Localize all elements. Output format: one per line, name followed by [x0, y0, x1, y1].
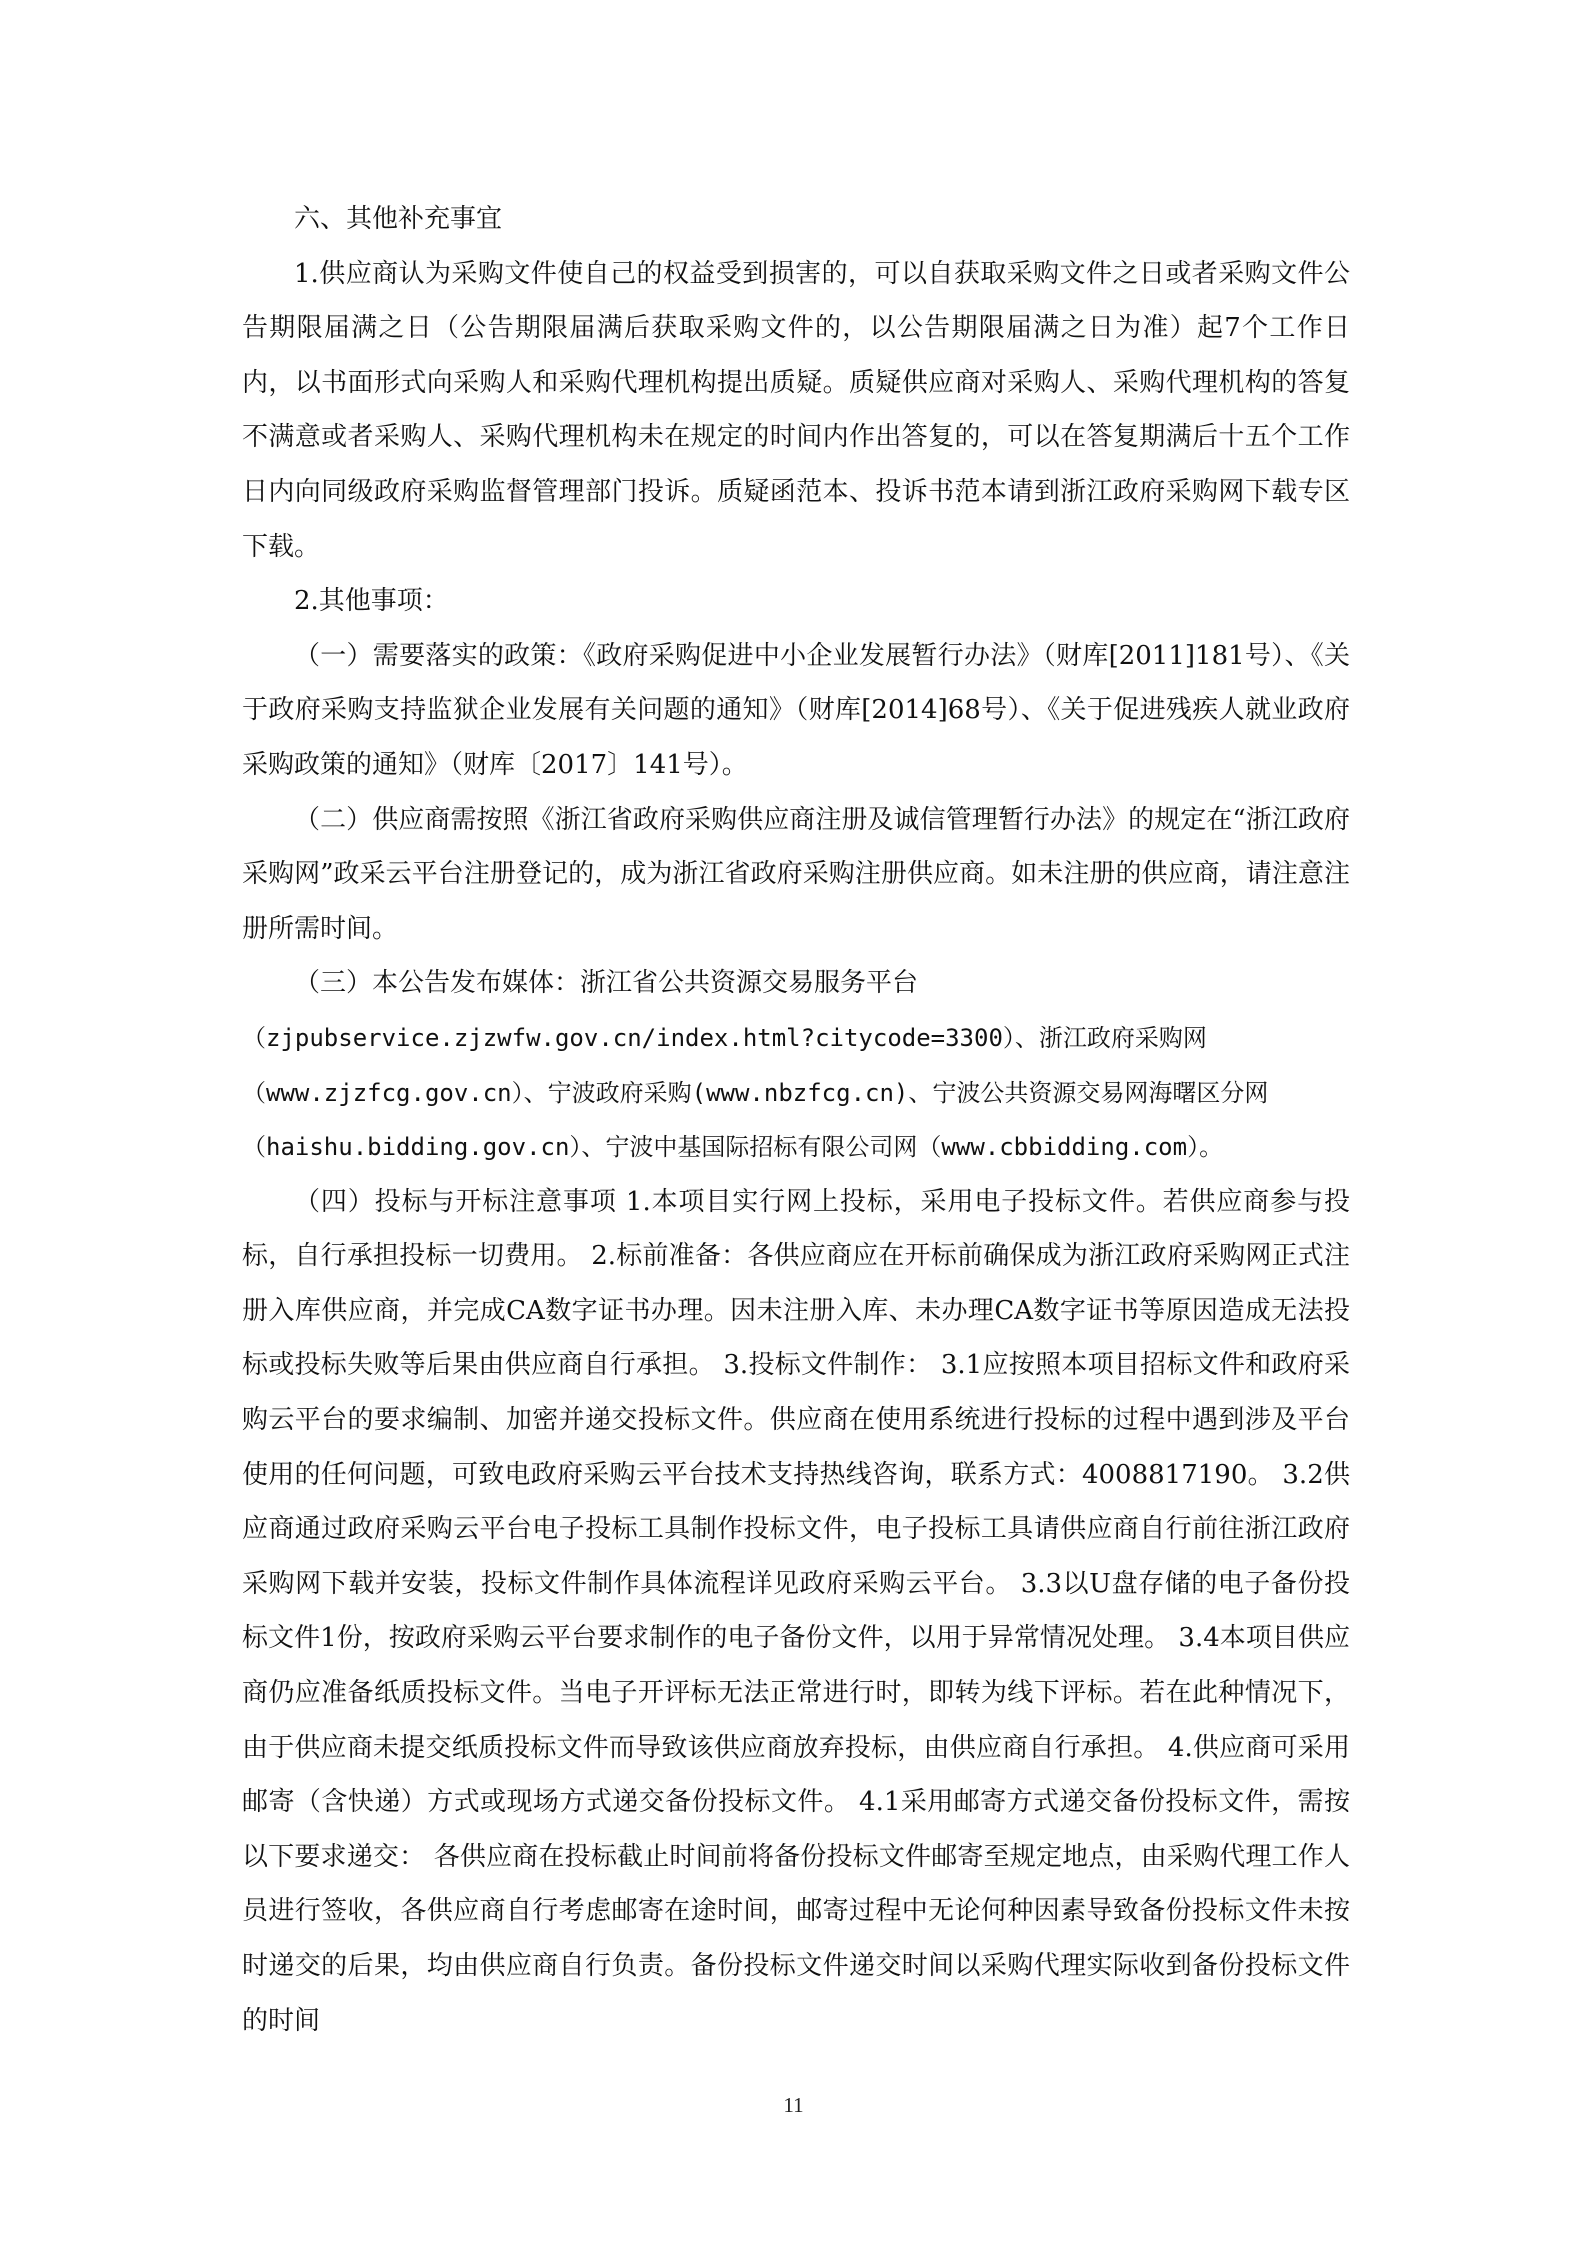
paragraph-sub-2: （二）供应商需按照《浙江省政府采购供应商注册及诚信管理暂行办法》的规定在“浙江政府采购网”政采云平台注册登记的，成为浙江省政府采购注册供应商。如未注册的供应商，请注意注册所需时间。: [242, 804, 1350, 944]
paragraph-sub-3-url-line-2: （www.zjzfcg.gov.cn）、宁波政府采购(www.nbzfcg.cn)、宁波公共资源交易网海曙区分网: [242, 1078, 1269, 1107]
paragraph-item-1: 1.供应商认为采购文件使自己的权益受到损害的，可以自获取采购文件之日或者采购文件公告期限届满之日（公告期限届满后获取采购文件的，以公告期限届满之日为准）起7个工作日内，以书面形式向采购人和采购代理机构提出质疑。质疑供应商对采购人、采购代理机构的答复不满意或者采购人、采购代理机构未在规定的时间内作出答复的，可以在答复期满后十五个工作日内向同级政府采购监督管理部门投诉。质疑函范本、投诉书范本请到浙江政府采购网下载专区下载。: [242, 258, 1350, 562]
paragraph-sub-3-intro: （三）本公告发布媒体：浙江省公共资源交易服务平台: [294, 968, 919, 999]
paragraph-sub-4: （四）投标与开标注意事项 1.本项目实行网上投标，采用电子投标文件。若供应商参与投标，自行承担投标一切费用。 2.标前准备：各供应商应在开标前确保成为浙江政府采购网正式注册入库供应商，并完成CA数字证书办理。因未注册入库、未办理CA数字证书等原因造成无法投标或投标失败等后果由供应商自行承担。 3.投标文件制作： 3.1应按照本项目招标文件和政府采购云平台的要求编制、加密并递交投标文件。供应商在使用系统进行投标的过程中遇到涉及平台使用的任何问题，可致电政府采购云平台技术支持热线咨询，联系方式：4008817190。 3.2供应商通过政府采购云平台电子投标工具制作投标文件，电子投标工具请供应商自行前往浙江政府采购网下载并安装，投标文件制作具体流程详见政府采购云平台。 3.3以U盘存储的电子备份投标文件1份，按政府采购云平台要求制作的电子备份文件，以用于异常情况处理。 3.4本项目供应商仍应准备纸质投标文件。当电子开评标无法正常进行时，即转为线下评标。若在此种情况下，由于供应商未提交纸质投标文件而导致该供应商放弃投标，由供应商自行承担。 4.供应商可采用邮寄（含快递）方式或现场方式递交备份投标文件。 4.1采用邮寄方式递交备份投标文件，需按以下要求递交： 各供应商在投标截止时间前将备份投标文件邮寄至规定地点，由采购代理工作人员进行签收，各供应商自行考虑邮寄在途时间，邮寄过程中无论何种因素导致备份投标文件未按时递交的后果，均由供应商自行负责。备份投标文件递交时间以采购代理实际收到备份投标文件的时间: [242, 1186, 1350, 2036]
page-number: 11: [783, 2093, 804, 2117]
paragraph-sub-3-url-line-3: （haishu.bidding.gov.cn）、宁波中基国际招标有限公司网（www.cbbidding.com）。: [242, 1133, 1224, 1162]
section-heading: 六、其他补充事宜: [294, 204, 503, 234]
page-content: [242, 192, 1350, 2048]
paragraph-item-2-heading: 2.其他事项：: [294, 586, 449, 617]
paragraph-sub-1: （一）需要落实的政策：《政府采购促进中小企业发展暂行办法》（财库[2011]181号）、《关于政府采购支持监狱企业发展有关问题的通知》（财库[2014]68号）、《关于促进残疾人就业政府采购政策的通知》（财库〔2017〕141号）。: [242, 640, 1350, 780]
paragraph-sub-3-url-line-1: （zjpubservice.zjzwfw.gov.cn/index.html?citycode=3300）、浙江政府采购网: [242, 1023, 1207, 1052]
